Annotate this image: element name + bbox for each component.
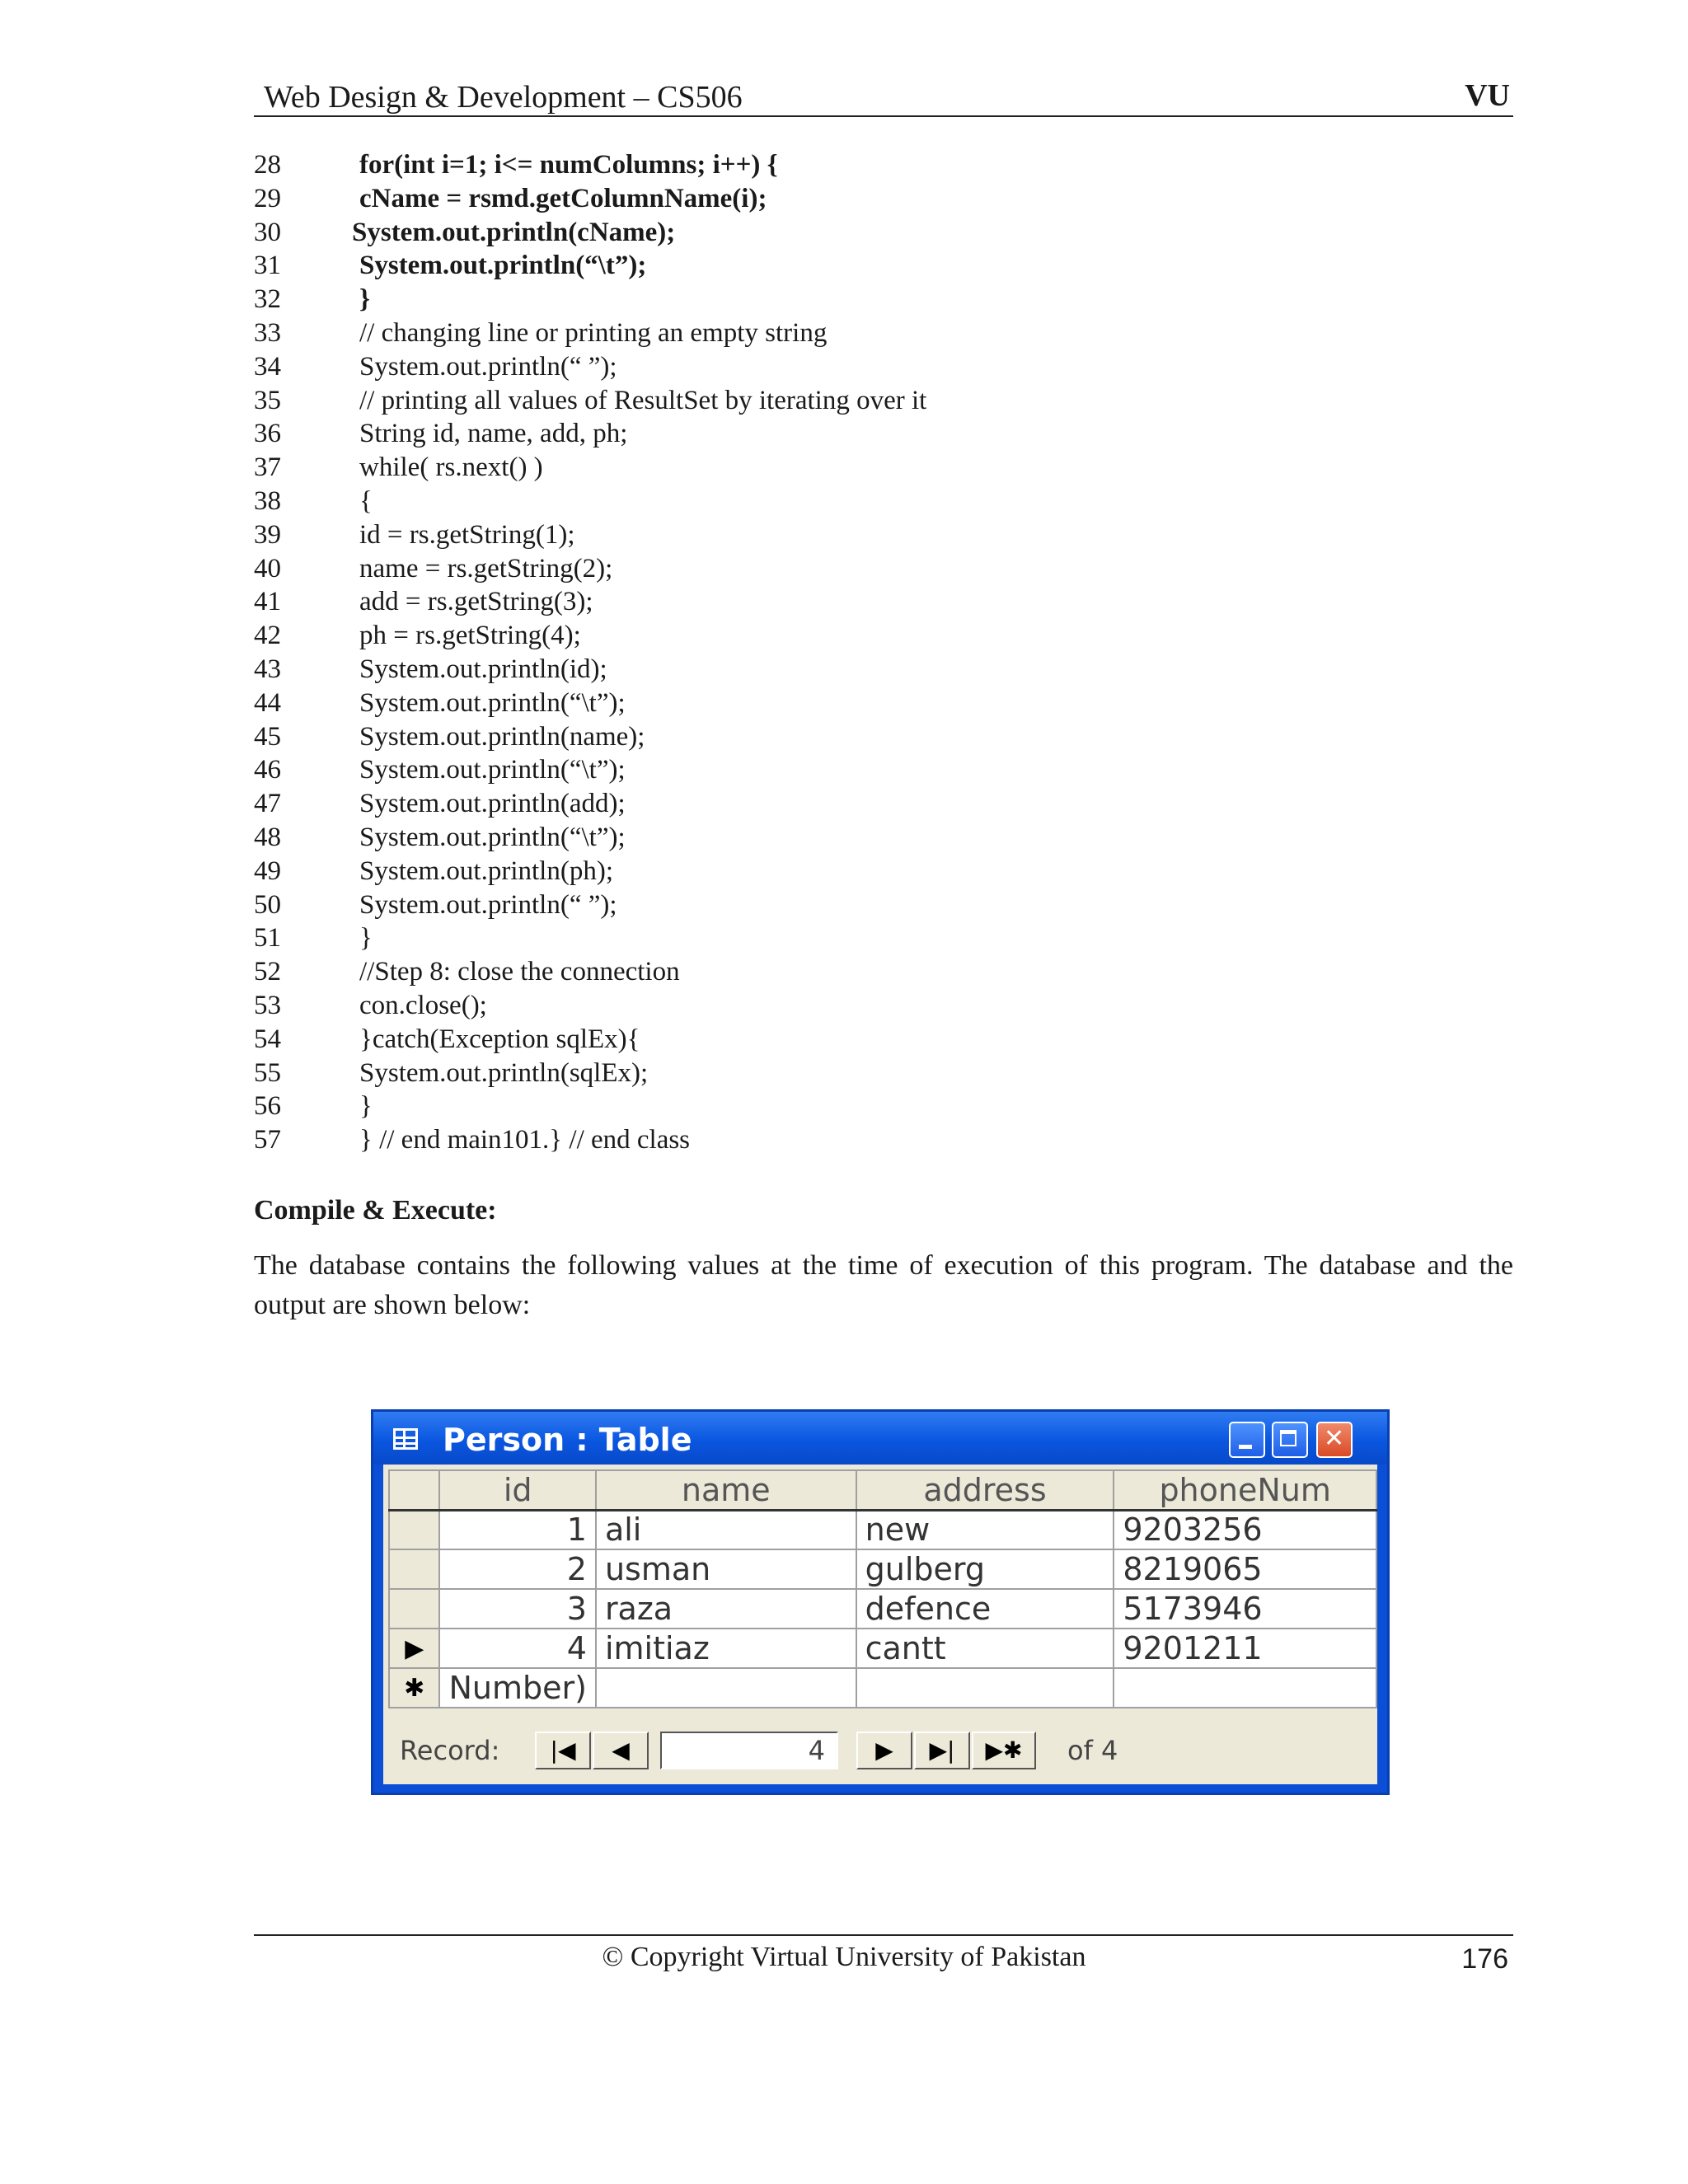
line-number: 47 (254, 789, 281, 819)
code-line (254, 249, 1490, 283)
document-title: Web Design & Development – CS506 (264, 80, 743, 115)
record-number-input[interactable]: 4 (660, 1732, 838, 1769)
datasheet-grid (388, 1469, 1377, 1708)
code-line (254, 855, 1490, 888)
line-number: 40 (254, 553, 281, 583)
code-line (254, 585, 1490, 619)
code-listing (254, 148, 1490, 1157)
line-number: 28 (254, 150, 281, 180)
minimize-button[interactable] (1229, 1422, 1265, 1458)
cell-name-new[interactable] (596, 1668, 856, 1708)
code-line (254, 787, 1490, 821)
line-number: 57 (254, 1125, 281, 1155)
line-number: 31 (254, 251, 281, 281)
code-text: } (359, 923, 373, 954)
line-number: 30 (254, 217, 281, 247)
record-label: Record: (400, 1735, 500, 1766)
code-text: // printing all values of ResultSet by iterating over it (359, 385, 927, 415)
cell-name[interactable]: raza (596, 1589, 856, 1629)
copyright-text: © Copyright Virtual University of Pakistan (602, 1942, 1086, 1972)
first-record-icon[interactable]: |◀ (535, 1732, 591, 1769)
line-number: 39 (254, 519, 281, 550)
code-text: System.out.println(id); (359, 654, 607, 684)
last-record-icon[interactable]: ▶| (914, 1732, 970, 1769)
code-text: System.out.println(“ ”); (359, 889, 617, 920)
select-all-corner[interactable] (389, 1470, 439, 1510)
code-line (254, 384, 1490, 418)
cell-id[interactable]: 4 (439, 1629, 595, 1668)
code-text: { (359, 485, 373, 516)
code-line (254, 283, 1490, 316)
cell-phonenum[interactable]: 9203256 (1114, 1510, 1376, 1549)
code-text: System.out.println(cName); (352, 217, 676, 247)
code-text: cName = rsmd.getColumnName(i); (359, 183, 767, 213)
cell-address[interactable]: defence (856, 1589, 1114, 1629)
code-line (254, 216, 1490, 250)
table-row (389, 1549, 1376, 1589)
column-header-phonenum[interactable]: phoneNum (1114, 1470, 1376, 1510)
line-number: 53 (254, 990, 281, 1020)
cell-id-new[interactable]: Number) (439, 1668, 595, 1708)
line-number: 45 (254, 721, 281, 752)
code-text: System.out.println(“ ”); (359, 351, 617, 382)
table-row (389, 1510, 1376, 1549)
cell-address[interactable]: cantt (856, 1629, 1114, 1668)
cell-id[interactable]: 1 (439, 1510, 595, 1549)
code-line (254, 687, 1490, 720)
code-line (254, 451, 1490, 485)
cell-address-new[interactable] (856, 1668, 1114, 1708)
page-header (254, 76, 1513, 117)
close-button[interactable] (1316, 1422, 1353, 1458)
code-text: System.out.println(sqlEx); (359, 1057, 649, 1088)
code-line (254, 316, 1490, 350)
current-record-arrow-icon[interactable]: ▶ (389, 1629, 439, 1668)
org-label: VU (1465, 78, 1510, 113)
code-text: for(int i=1; i<= numColumns; i++) { (359, 150, 778, 180)
code-text: add = rs.getString(3); (359, 587, 593, 617)
code-line (254, 485, 1490, 518)
code-text: String id, name, add, ph; (359, 419, 628, 449)
code-line (254, 720, 1490, 754)
code-text: System.out.println(add); (359, 789, 626, 819)
next-record-icon[interactable]: ▶ (856, 1732, 912, 1769)
code-text: } (359, 284, 371, 315)
code-line (254, 1090, 1490, 1123)
new-record-row (389, 1668, 1376, 1708)
code-line (254, 182, 1490, 216)
code-line (254, 888, 1490, 922)
row-selector[interactable] (389, 1589, 439, 1629)
line-number: 35 (254, 385, 281, 415)
table-row (389, 1589, 1376, 1629)
cell-phonenum-new[interactable] (1114, 1668, 1376, 1708)
code-line (254, 921, 1490, 955)
window-titlebar[interactable] (373, 1412, 1387, 1465)
line-number: 54 (254, 1024, 281, 1054)
maximize-button[interactable] (1272, 1422, 1308, 1458)
table-icon (393, 1428, 418, 1450)
window-title: Person : Table (443, 1422, 692, 1458)
line-number: 33 (254, 317, 281, 348)
code-text: // changing line or printing an empty string (359, 317, 828, 348)
line-number: 49 (254, 855, 281, 886)
code-text: System.out.println(ph); (359, 855, 613, 886)
code-text: System.out.println(“\t”); (359, 687, 626, 718)
code-text: System.out.println(“\t”); (359, 251, 647, 281)
code-line (254, 989, 1490, 1023)
line-number: 52 (254, 957, 281, 987)
code-line (254, 619, 1490, 653)
code-text: System.out.println(name); (359, 721, 645, 752)
code-line (254, 1057, 1490, 1090)
cell-address[interactable]: gulberg (856, 1549, 1114, 1589)
code-line (254, 821, 1490, 855)
code-line (254, 417, 1490, 451)
code-text: ph = rs.getString(4); (359, 621, 581, 651)
code-line (254, 653, 1490, 687)
code-text: }catch(Exception sqlEx){ (359, 1024, 640, 1054)
header-row (389, 1470, 1376, 1510)
column-header-id[interactable]: id (439, 1470, 595, 1510)
cell-name[interactable]: imitiaz (596, 1629, 856, 1668)
code-text: System.out.println(“\t”); (359, 755, 626, 785)
datasheet (383, 1465, 1377, 1784)
page-number: 176 (1461, 1943, 1508, 1975)
body-paragraph: The database contains the following values at the time of execution of this program. The database and the output are shown below: (254, 1250, 1513, 1320)
code-line (254, 753, 1490, 787)
line-number: 44 (254, 687, 281, 718)
line-number: 29 (254, 183, 281, 213)
line-number: 46 (254, 755, 281, 785)
table-row-current (389, 1629, 1376, 1668)
column-header-name[interactable]: name (596, 1470, 856, 1510)
row-selector[interactable] (389, 1510, 439, 1549)
record-navigator (388, 1728, 1372, 1774)
cell-name[interactable]: usman (596, 1549, 856, 1589)
line-number: 37 (254, 452, 281, 483)
code-line (254, 350, 1490, 384)
column-header-address[interactable]: address (856, 1470, 1114, 1510)
line-number: 56 (254, 1091, 281, 1122)
code-line (254, 552, 1490, 586)
line-number: 32 (254, 284, 281, 315)
row-selector[interactable] (389, 1549, 439, 1589)
cell-name[interactable]: ali (596, 1510, 856, 1549)
line-number: 34 (254, 351, 281, 382)
cell-id[interactable]: 2 (439, 1549, 595, 1589)
code-line (254, 1023, 1490, 1057)
line-number: 36 (254, 419, 281, 449)
footer-divider (254, 1934, 1513, 1936)
line-number: 41 (254, 587, 281, 617)
person-table-window (371, 1409, 1390, 1795)
code-line (254, 955, 1490, 989)
code-text: id = rs.getString(1); (359, 519, 575, 550)
record-count: of 4 (1067, 1735, 1118, 1766)
code-line (254, 148, 1490, 182)
code-text: } // end main101.} // end class (359, 1125, 691, 1155)
line-number: 42 (254, 621, 281, 651)
code-text: con.close(); (359, 990, 487, 1020)
code-text: } (359, 1091, 373, 1122)
code-text: System.out.println(“\t”); (359, 822, 626, 852)
cell-id[interactable]: 3 (439, 1589, 595, 1629)
section-heading: Compile & Execute: (254, 1195, 497, 1226)
cell-address[interactable]: new (856, 1510, 1114, 1549)
code-text: //Step 8: close the connection (359, 957, 680, 987)
code-text: while( rs.next() ) (359, 452, 543, 483)
line-number: 51 (254, 923, 281, 954)
line-number: 55 (254, 1057, 281, 1088)
code-text: name = rs.getString(2); (359, 553, 613, 583)
line-number: 48 (254, 822, 281, 852)
line-number: 50 (254, 889, 281, 920)
cell-phonenum[interactable]: 8219065 (1114, 1549, 1376, 1589)
cell-phonenum[interactable]: 5173946 (1114, 1589, 1376, 1629)
code-line (254, 1123, 1490, 1157)
line-number: 43 (254, 654, 281, 684)
cell-phonenum[interactable]: 9201211 (1114, 1629, 1376, 1668)
new-record-icon[interactable]: ▶✱ (972, 1732, 1036, 1769)
previous-record-icon[interactable]: ◀ (593, 1732, 649, 1769)
line-number: 38 (254, 485, 281, 516)
new-record-asterisk-icon[interactable]: ✱ (389, 1668, 439, 1708)
code-line (254, 518, 1490, 552)
